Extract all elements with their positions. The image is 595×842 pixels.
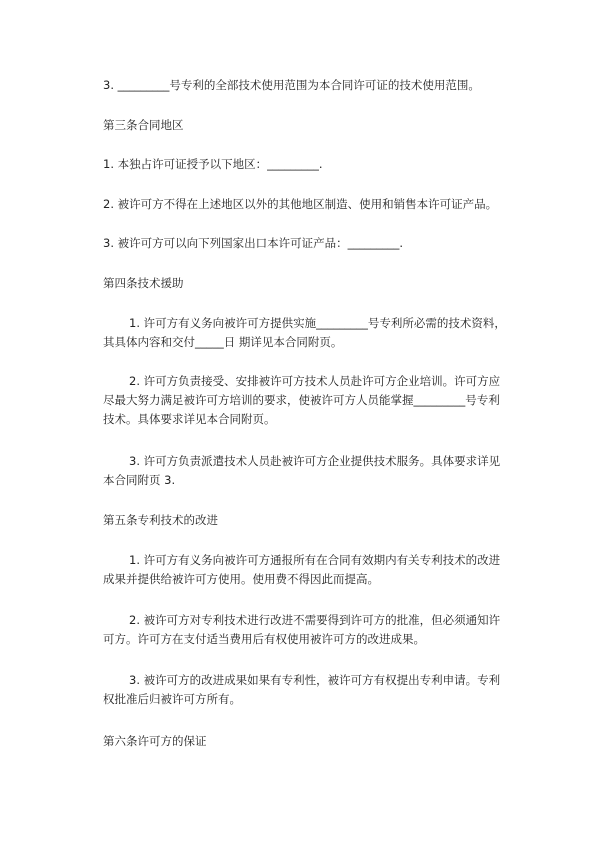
article-3-item-3: 3. 被许可方可以向下列国家出口本许可证产品：_________. [103, 236, 404, 250]
article-3-item-2: 2. 被许可方不得在上述地区以外的其他地区制造、使用和销售本许可证产品。 [103, 197, 498, 211]
article-4-item-1: 1. 许可方有义务向被许可方提供实施_________号专利所必需的技术资料，其具体内容和交付_____日 期详见本合同附页。 [103, 316, 506, 349]
article-5-item-3: 3. 被许可方的改进成果如果有专利性，被许可方有权提出专利申请。专利权批准后归被许可方所有。 [103, 673, 501, 706]
article-5-item-2: 2. 被许可方对专利技术进行改进不需要得到许可方的批准，但必须通知许可方。许可方在支付适当费用后有权使用被许可方的改进成果。 [103, 613, 501, 646]
article-4-heading: 第四条技术援助 [103, 276, 184, 290]
article-3-heading: 第三条合同地区 [103, 118, 184, 132]
article-3-item-1: 1. 本独占许可证授予以下地区：_________. [103, 157, 323, 171]
article-4-item-2: 2. 许可方负责接受、安排被许可方技术人员赴许可方企业培训。许可方应尽最大努力满足被许可方培训的要求，使被许可方人员能掌握_________号专利技术。具体要求详见本合同附页。 [103, 374, 501, 426]
article-5-heading: 第五条专利技术的改进 [103, 513, 218, 527]
article-4-item-3: 3. 许可方负责派遣技术人员赴被许可方企业提供技术服务。具体要求详见本合同附页 3. [103, 454, 501, 487]
article-6-heading: 第六条许可方的保证 [103, 734, 207, 748]
article-5-item-1: 1. 许可方有义务向被许可方通报所有在合同有效期内有关专利技术的改进成果并提供给被许可方使用。使用费不得因此而提高。 [103, 553, 501, 586]
clause-2-item-3: 3. _________号专利的全部技术使用范围为本合同许可证的技术使用范围。 [103, 78, 480, 92]
